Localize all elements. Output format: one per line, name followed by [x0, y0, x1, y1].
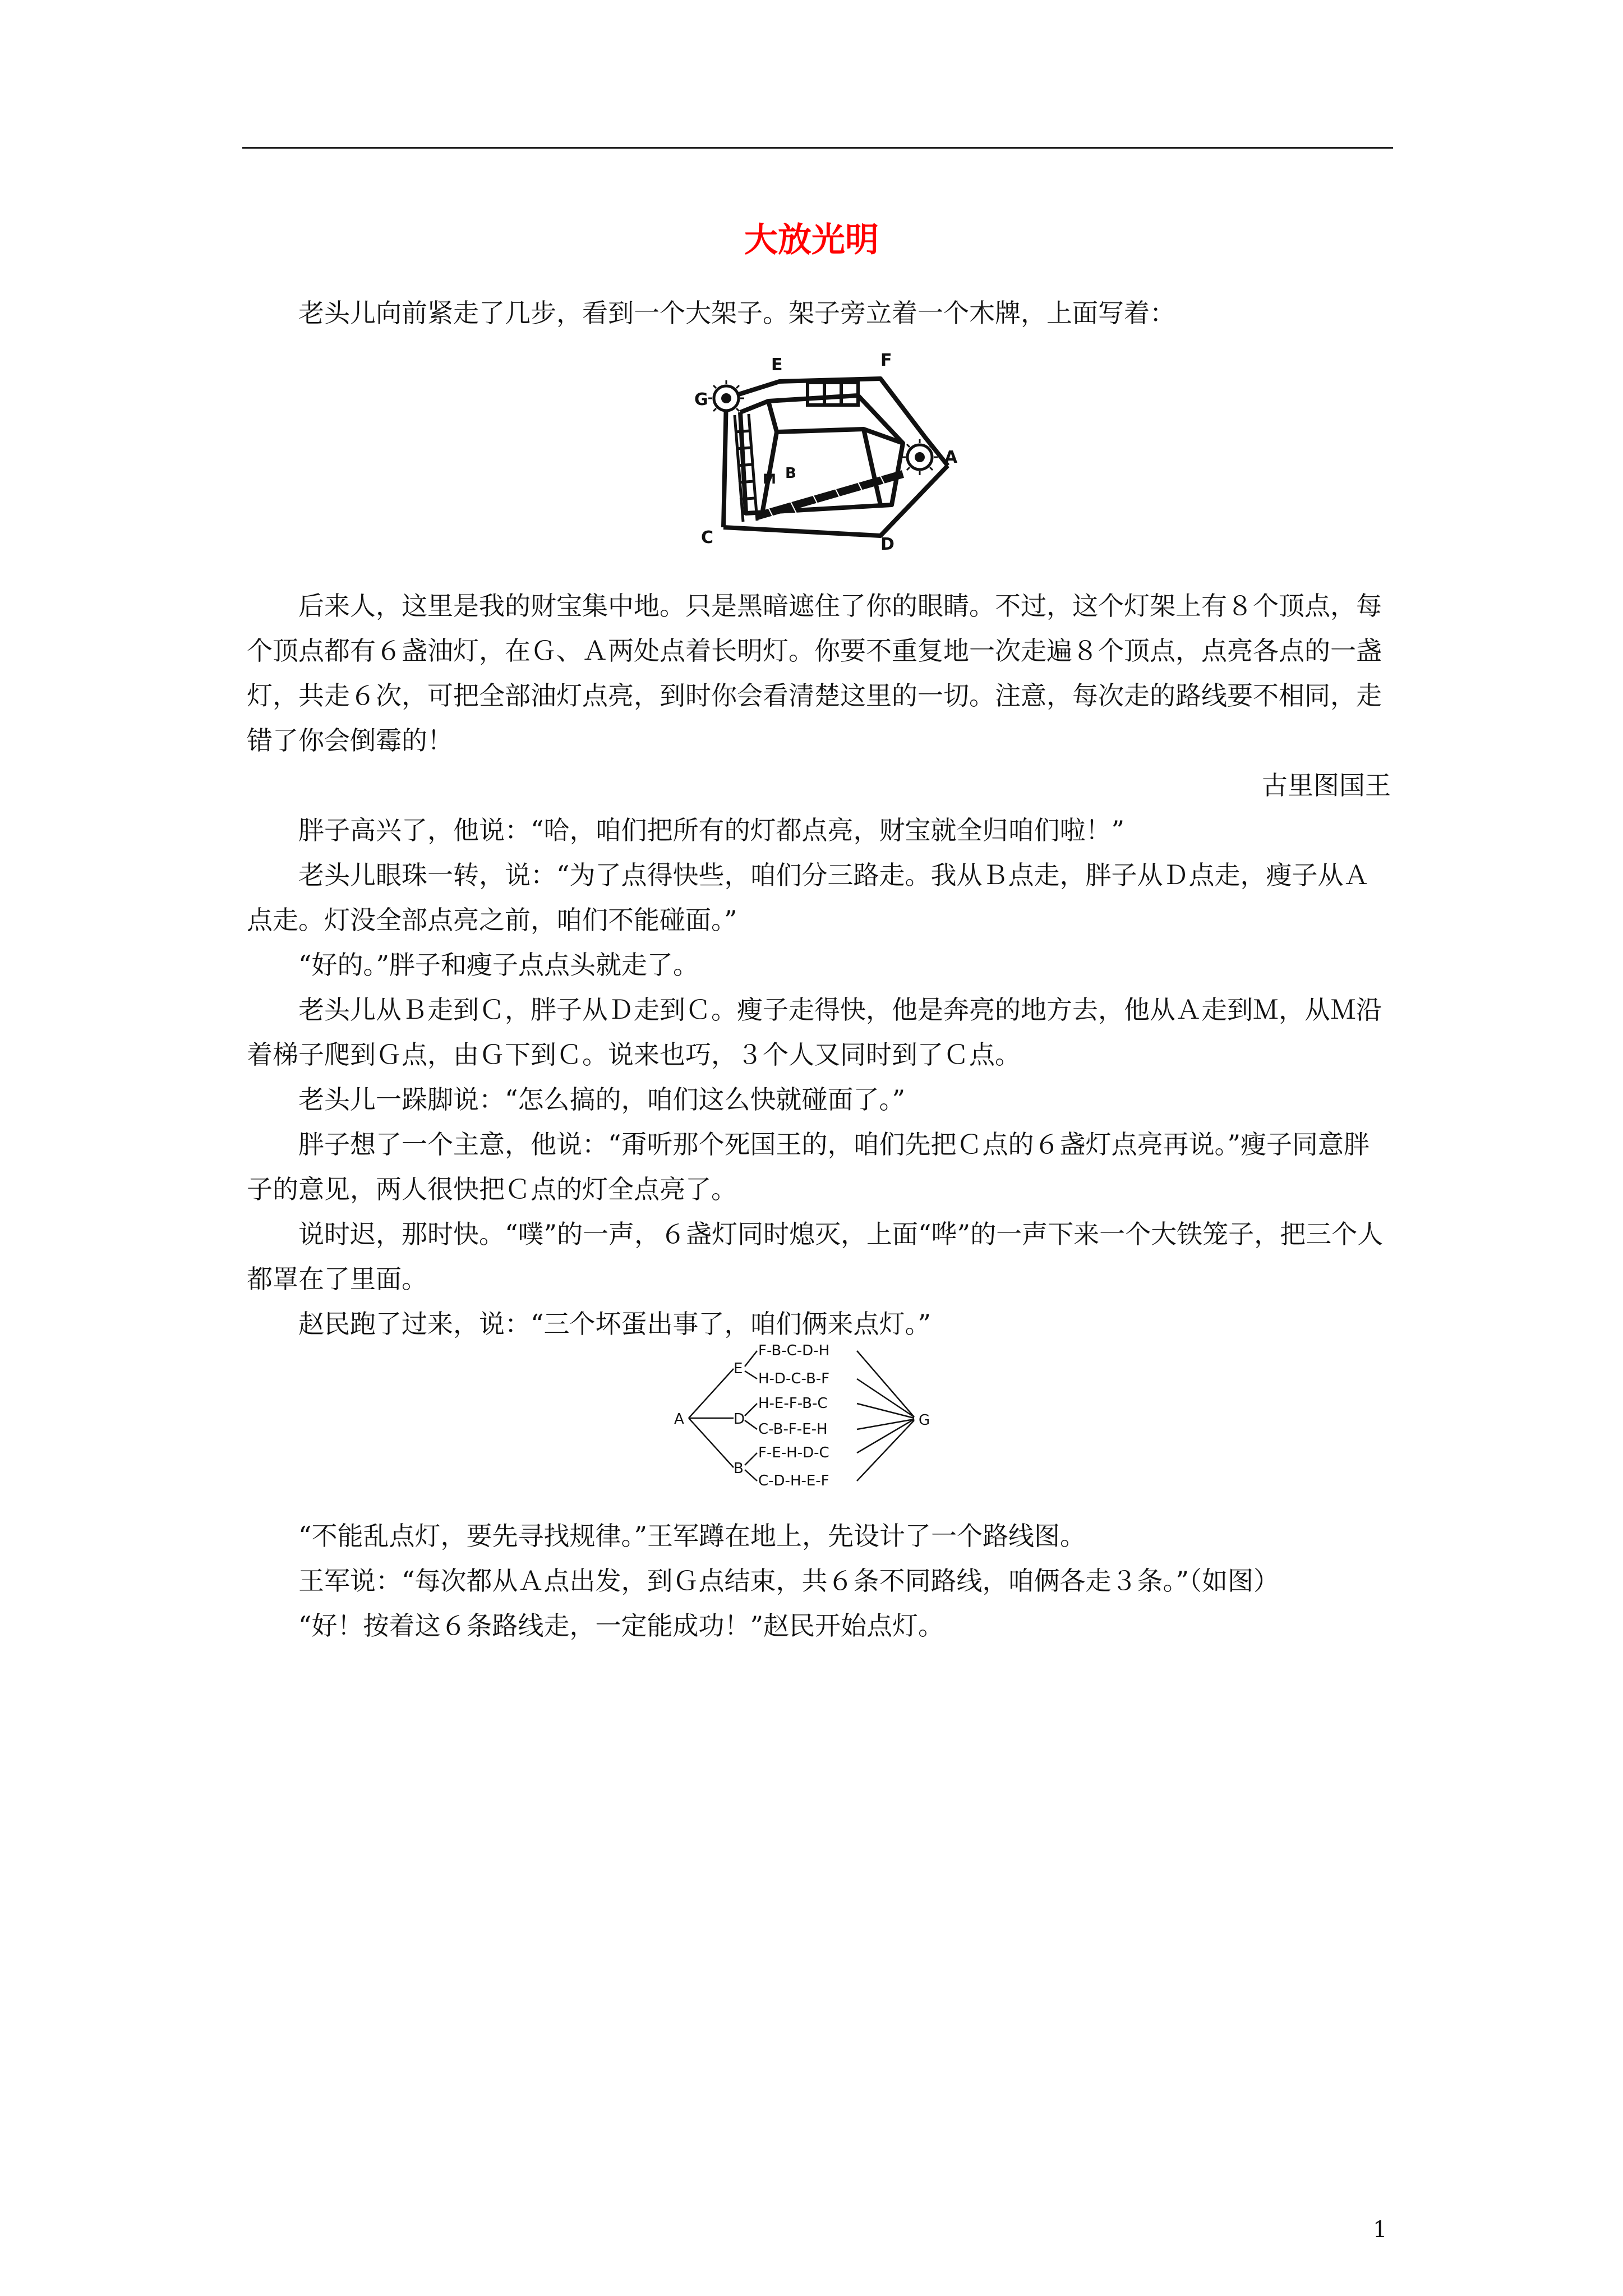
- node-d: D: [734, 1411, 745, 1428]
- route-diagram: [667, 1328, 970, 1497]
- paragraph: “不能乱点灯，要先寻找规律。”王军蹲在地上，先设计了一个路线图。: [298, 1521, 1086, 1551]
- lamp-frame-figure: [679, 353, 970, 550]
- page-number: 1: [1373, 2217, 1387, 2243]
- paragraph: “好！按着这６条路线走，一定能成功！”赵民开始点灯。: [298, 1611, 944, 1641]
- label-g: G: [694, 390, 708, 409]
- ending-text: [247, 1513, 1391, 1648]
- header-rule: [242, 147, 1393, 149]
- node-a: A: [674, 1411, 684, 1428]
- signature: 古里图国王: [1262, 770, 1391, 800]
- paragraph: 老头儿向前紧走了几步，看到一个大架子。架子旁立着一个木牌，上面写着：: [298, 298, 1175, 328]
- label-m: M: [763, 471, 776, 487]
- paragraph: 老头儿从Ｂ走到Ｃ，胖子从Ｄ走到Ｃ。瘦子走得快，他是奔亮的地方去，他从Ａ走到Ｍ，从Ｍ沿着梯子爬到Ｇ点，由Ｇ下到Ｃ。说来也巧，３个人又同时到了Ｃ点。: [247, 995, 1382, 1070]
- paragraph: 赵民跑了过来，说：“三个坏蛋出事了，咱们俩来点灯。”: [298, 1309, 932, 1339]
- label-f: F: [880, 353, 892, 370]
- node-g: G: [919, 1412, 930, 1429]
- label-d: D: [880, 535, 895, 550]
- story-text: [247, 583, 1391, 1346]
- label-a: A: [944, 448, 958, 467]
- label-e: E: [771, 355, 783, 375]
- paragraph: 胖子高兴了，他说：“哈，咱们把所有的灯都点亮，财宝就全归咱们啦！”: [298, 815, 1125, 845]
- lamp-a-icon: [902, 439, 938, 475]
- route-2: H-D-C-B-F: [758, 1370, 830, 1387]
- route-1: F-B-C-D-H: [758, 1342, 830, 1359]
- paragraph: 老头儿一跺脚说：“怎么搞的，咱们这么快就碰面了。”: [298, 1084, 906, 1115]
- route-4: C-B-F-E-H: [758, 1421, 828, 1438]
- route-5: F-E-H-D-C: [758, 1444, 829, 1461]
- label-c: C: [701, 528, 714, 547]
- paragraph: “好的。”胖子和瘦子点点头就走了。: [298, 950, 699, 980]
- route-6: C-D-H-E-F: [758, 1473, 829, 1489]
- paragraph: 说时迟，那时快。“噗”的一声，６盏灯同时熄灭，上面“哗”的一声下来一个大铁笼子，把三个人都罩在了里面。: [247, 1219, 1384, 1294]
- label-b: B: [785, 465, 796, 482]
- node-e: E: [734, 1360, 743, 1377]
- paragraph: 胖子想了一个主意，他说：“甭听那个死国王的，咱们先把Ｃ点的６盏灯点亮再说。”瘦子同意胖子的意见，两人很快把Ｃ点的灯全点亮了。: [247, 1129, 1370, 1204]
- paragraph: 后来人，这里是我的财宝集中地。只是黑暗遮住了你的眼睛。不过，这个灯架上有８个顶点，每个顶点都有６盏油灯，在Ｇ、Ａ两处点着长明灯。你要不重复地一次走遍８个顶点，点亮各点的一盏灯，共走６次，可把全部油灯点亮，到时你会看清楚这里的一切。注意，每次走的路线要不相同，走错了你会倒霉的！: [247, 591, 1382, 756]
- node-b: B: [734, 1460, 744, 1477]
- lamp-g-icon: [708, 380, 744, 416]
- paragraph: 老头儿眼珠一转，说：“为了点得快些，咱们分三路走。我从Ｂ点走，胖子从Ｄ点走，瘦子从Ａ点走。灯没全部点亮之前，咱们不能碰面。”: [247, 860, 1370, 935]
- page-title: 大放光明: [744, 220, 879, 260]
- route-3: H-E-F-B-C: [758, 1395, 828, 1412]
- intro-text: [247, 291, 1391, 335]
- paragraph: 王军说：“每次都从Ａ点出发，到Ｇ点结束，共６条不同路线，咱俩各走３条。”（如图）: [298, 1566, 1280, 1596]
